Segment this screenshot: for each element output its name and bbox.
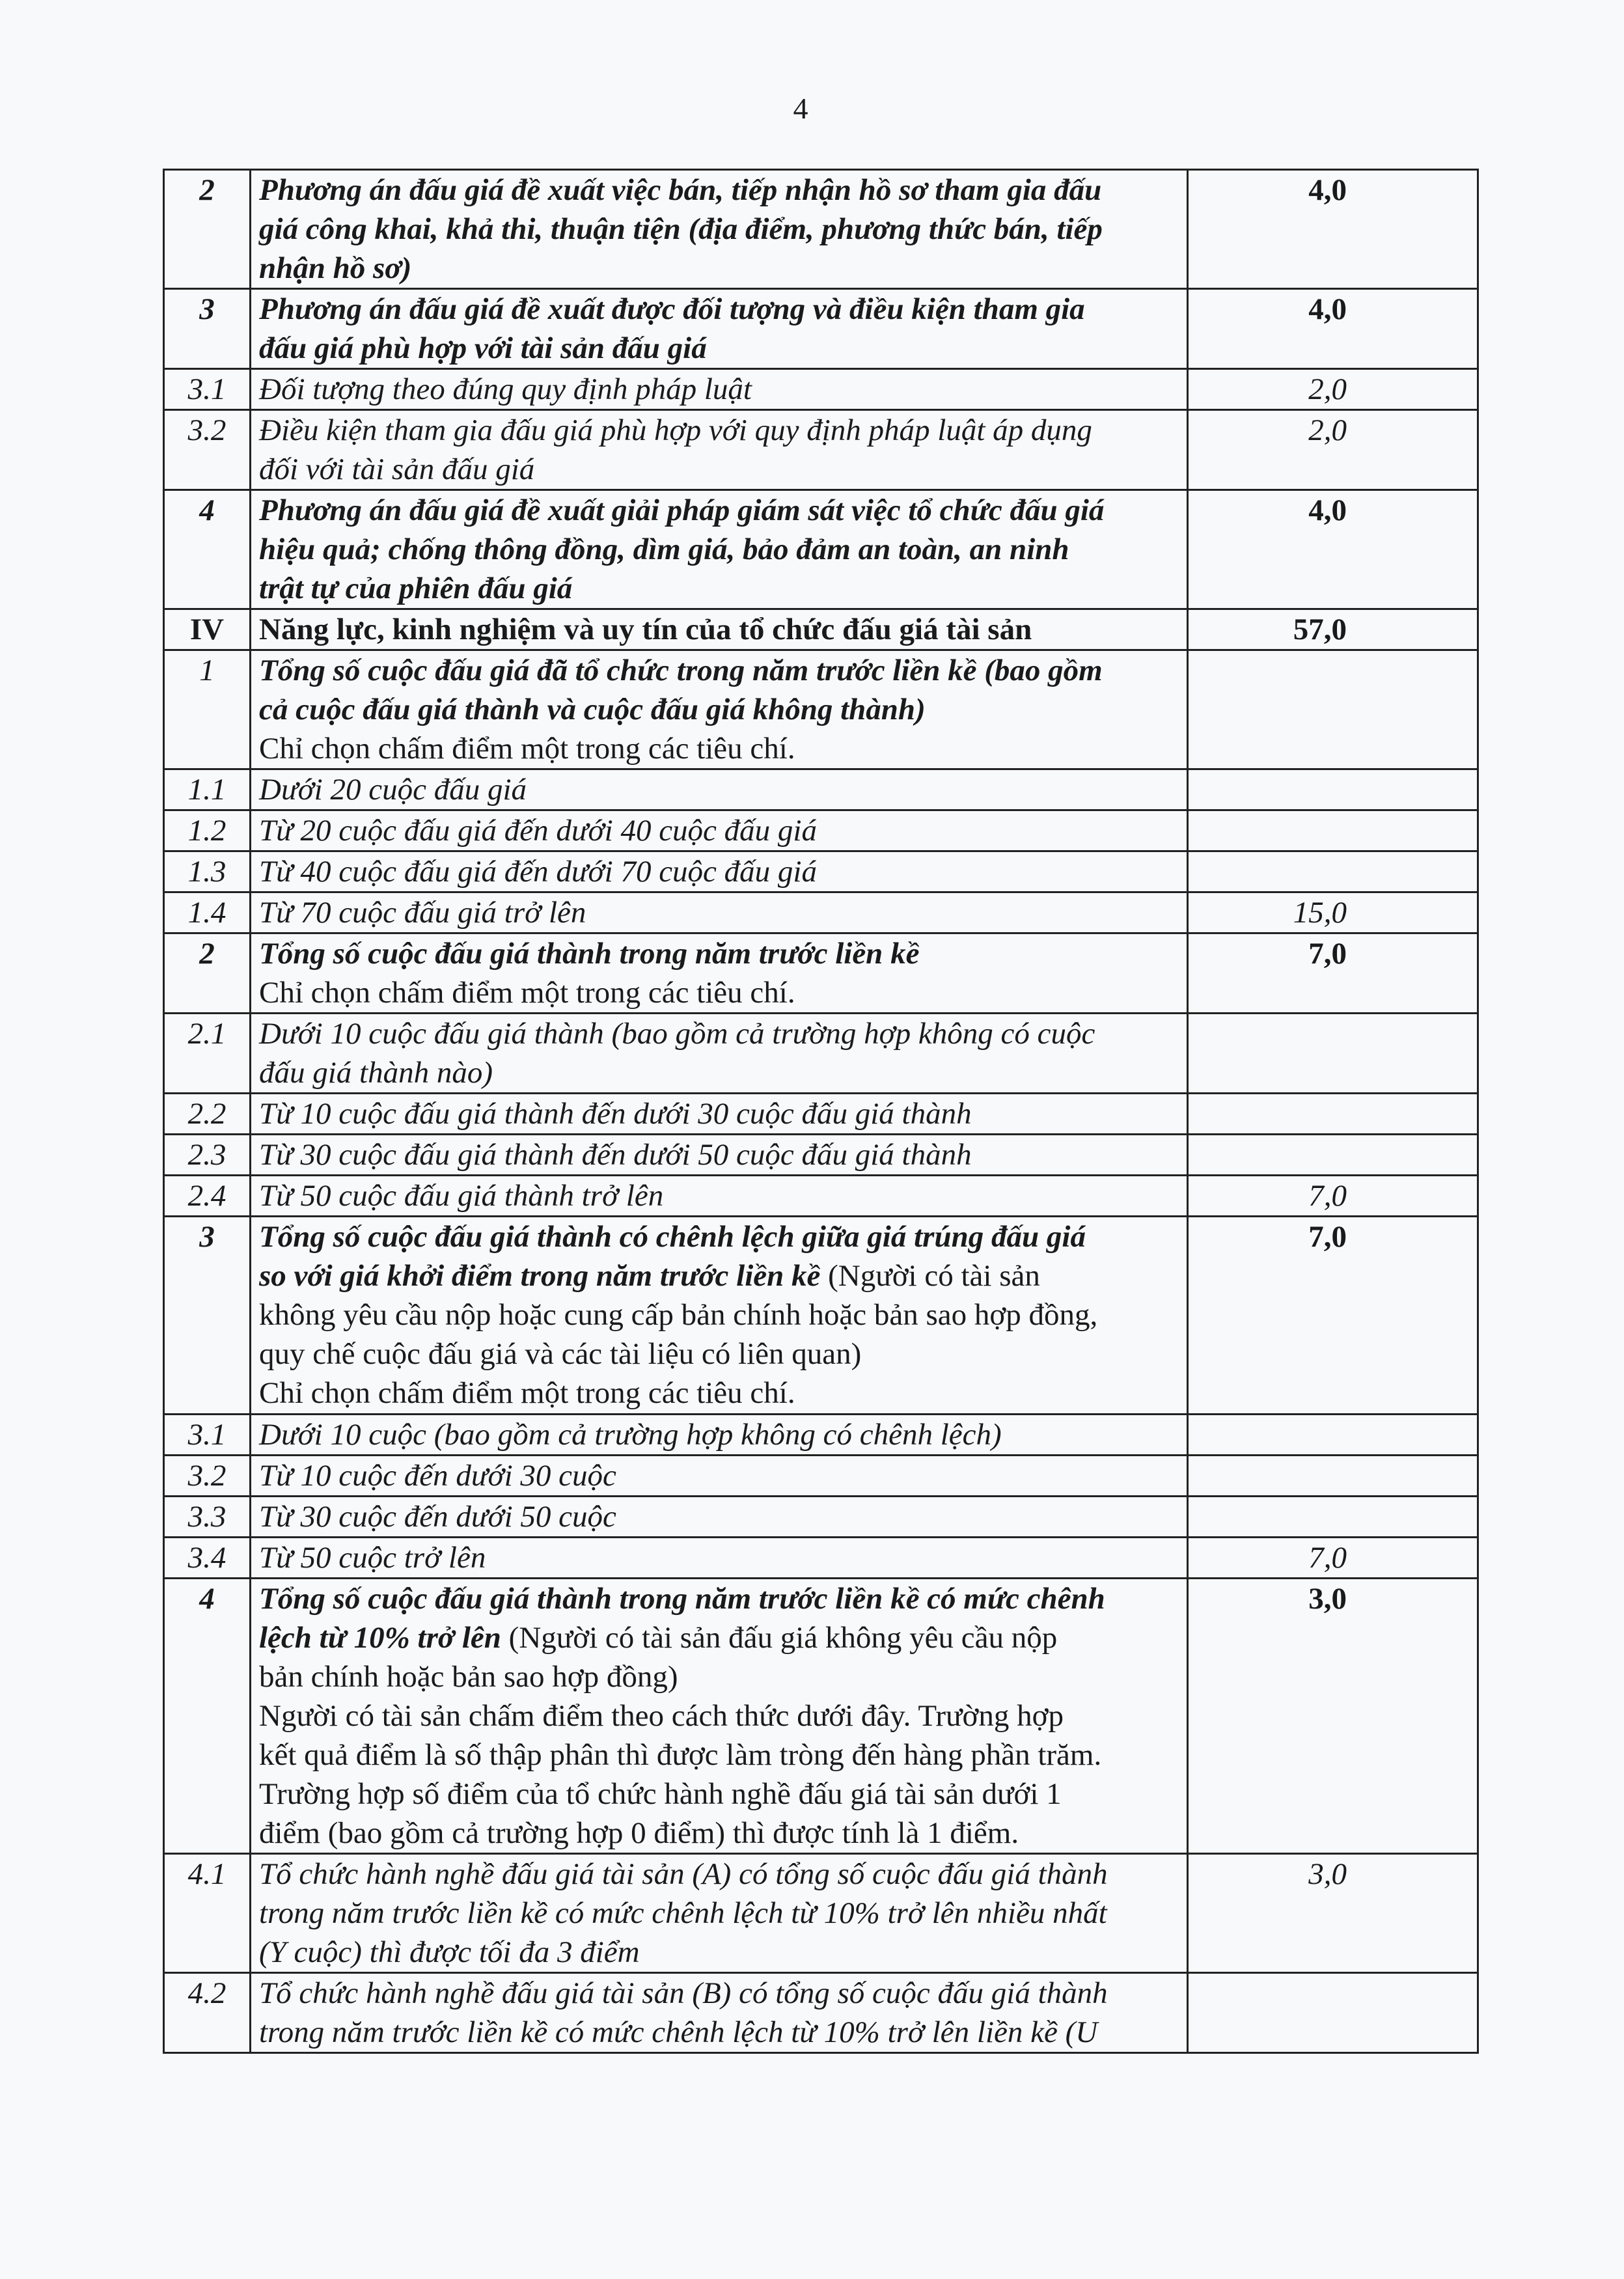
text-line [259,491,1187,530]
table-row [164,1497,1478,1538]
table-row [164,1456,1478,1497]
score-cell: 15,0 [1188,892,1478,933]
score-cell: 7,0 [1188,1538,1478,1579]
score-cell [1188,1456,1478,1497]
criterion-text [251,1094,1188,1135]
text-segment: Đối tượng theo đúng quy định pháp luật [259,372,752,406]
criterion-text [251,289,1188,369]
row-number: 4 [164,490,251,609]
text-segment: Tổng số cuộc đấu giá đã tổ chức trong năm trước liền kề (bao gồm [259,654,1103,687]
text-segment: hiệu quả; chống thông đồng, dìm giá, bảo đảm an toàn, an ninh [259,532,1069,566]
text-segment: kết quả điểm là số thập phân thì được làm tròng đến hàng phần trăm. [259,1738,1102,1772]
text-line [259,249,1187,288]
text-segment: Từ 50 cuộc trở lên [259,1541,486,1575]
criterion-text [251,851,1188,892]
text-line [259,569,1187,608]
text-segment: đối với tài sản đấu giá [259,452,535,486]
text-segment: quy chế cuộc đấu giá và các tài liệu có liên quan) [259,1337,862,1371]
scoring-criteria-table [163,169,1479,2054]
score-cell [1188,1094,1478,1135]
table-row [164,1415,1478,1456]
score-cell [1188,769,1478,810]
criterion-text [251,892,1188,933]
text-line [259,210,1187,249]
text-line [259,1735,1187,1775]
page-number: 4 [793,92,808,125]
criterion-text [251,769,1188,810]
row-number: 3.1 [164,1415,251,1456]
text-line [259,690,1187,729]
text-segment: Từ 40 cuộc đấu giá đến dưới 70 cuộc đấu giá [259,855,817,889]
text-segment: trong năm trước liền kề có mức chênh lệch từ 10% trở lên liền kề (U [259,2015,1098,2049]
text-segment: so với giá khởi điểm trong năm trước liền kề [259,1259,821,1293]
criterion-text [251,1014,1188,1094]
text-segment: Năng lực, kinh nghiệm và uy tín của tổ chức đấu giá tài sản [259,613,1032,646]
criterion-text [251,810,1188,851]
table-row [164,769,1478,810]
row-number: 3 [164,1217,251,1415]
criterion-text [251,1217,1188,1415]
criterion-text [251,170,1188,289]
text-segment: Điều kiện tham gia đấu giá phù hợp với quy định pháp luật áp dụng [259,413,1092,447]
row-number: IV [164,609,251,650]
text-segment: Từ 70 cuộc đấu giá trở lên [259,896,586,930]
text-segment: Trường hợp số điểm của tổ chức hành nghề đấu giá tài sản dưới 1 [259,1777,1062,1811]
text-line [259,729,1187,768]
text-segment: (Người có tài sản đấu giá không yêu cầu nộp [501,1621,1058,1655]
row-number: 2 [164,933,251,1014]
criterion-text [251,1973,1188,2053]
score-cell: 7,0 [1188,1217,1478,1415]
criterion-text [251,650,1188,769]
text-segment: Từ 50 cuộc đấu giá thành trở lên [259,1179,664,1213]
text-segment: cả cuộc đấu giá thành và cuộc đấu giá không thành) [259,693,926,726]
text-line [259,1933,1187,1972]
text-segment: không yêu cầu nộp hoặc cung cấp bản chính hoặc bản sao hợp đồng, [259,1298,1098,1332]
text-segment: Từ 30 cuộc đến dưới 50 cuộc [259,1500,616,1534]
text-line [259,1894,1187,1933]
text-line [259,1053,1187,1092]
row-number: 2.1 [164,1014,251,1094]
row-number: 2.3 [164,1135,251,1176]
row-number: 4.2 [164,1973,251,2053]
criterion-text [251,410,1188,490]
table-row [164,1854,1478,1973]
row-number: 2.2 [164,1094,251,1135]
text-segment: giá công khai, khả thi, thuận tiện (địa điểm, phương thức bán, tiếp [259,212,1103,246]
text-segment: Tổ chức hành nghề đấu giá tài sản (A) có tổng số cuộc đấu giá thành [259,1857,1108,1891]
text-line [259,934,1187,973]
criterion-text [251,933,1188,1014]
text-segment: Dưới 20 cuộc đấu giá [259,773,527,807]
score-cell [1188,851,1478,892]
text-segment: Chỉ chọn chấm điểm một trong các tiêu chí. [259,976,795,1010]
text-line [259,651,1187,690]
score-cell: 57,0 [1188,609,1478,650]
text-line [259,1135,1187,1174]
row-number: 1.4 [164,892,251,933]
text-segment: (Y cuộc) thì được tối đa 3 điểm [259,1935,640,1969]
text-segment: trong năm trước liền kề có mức chênh lệch từ 10% trở lên nhiều nhất [259,1896,1107,1930]
score-cell: 7,0 [1188,933,1478,1014]
text-line [259,1176,1187,1215]
table-row [164,1217,1478,1415]
row-number: 3.2 [164,410,251,490]
criterion-text [251,1456,1188,1497]
text-segment: (Người có tài sản [820,1259,1040,1293]
score-cell: 4,0 [1188,289,1478,369]
score-cell [1188,1973,1478,2053]
row-number: 3 [164,289,251,369]
score-cell: 4,0 [1188,170,1478,289]
text-line [259,1256,1187,1295]
text-line [259,329,1187,368]
score-cell: 3,0 [1188,1854,1478,1973]
text-line [259,1579,1187,1618]
row-number: 4 [164,1579,251,1854]
text-line [259,973,1187,1012]
criterion-text [251,1176,1188,1217]
criterion-text [251,369,1188,410]
criterion-text [251,1415,1188,1456]
table-row [164,933,1478,1014]
table-row [164,851,1478,892]
table-row [164,1135,1478,1176]
score-cell: 2,0 [1188,369,1478,410]
text-segment: Người có tài sản chấm điểm theo cách thức dưới đây. Trường hợp [259,1699,1064,1733]
table-row [164,369,1478,410]
text-line [259,893,1187,932]
text-segment: Tổng số cuộc đấu giá thành trong năm trước liền kề [259,937,920,971]
score-cell: 2,0 [1188,410,1478,490]
text-segment: Tổng số cuộc đấu giá thành có chênh lệch giữa giá trúng đấu giá [259,1220,1086,1254]
text-segment: Từ 20 cuộc đấu giá đến dưới 40 cuộc đấu giá [259,814,817,848]
text-line [259,1974,1187,2013]
criterion-text [251,1497,1188,1538]
score-cell [1188,1497,1478,1538]
table-row [164,609,1478,650]
text-line [259,1657,1187,1696]
score-cell: 3,0 [1188,1579,1478,1854]
text-line [259,1538,1187,1577]
text-line [259,770,1187,809]
score-cell [1188,810,1478,851]
text-line [259,2013,1187,2052]
criterion-text [251,490,1188,609]
row-number: 1 [164,650,251,769]
text-line [259,1334,1187,1374]
text-line [259,450,1187,489]
text-segment: trật tự của phiên đấu giá [259,572,573,605]
text-line [259,1696,1187,1735]
text-line [259,171,1187,210]
text-line [259,1415,1187,1454]
criterion-text [251,1854,1188,1973]
row-number: 3.3 [164,1497,251,1538]
text-segment: Từ 10 cuộc đấu giá thành đến dưới 30 cuộc đấu giá thành [259,1097,972,1131]
table-row [164,1014,1478,1094]
text-line [259,411,1187,450]
text-segment: điểm (bao gồm cả trường hợp 0 điểm) thì được tính là 1 điểm. [259,1816,1019,1850]
text-segment: Phương án đấu giá đề xuất giải pháp giám sát việc tổ chức đấu giá [259,493,1105,527]
row-number: 3.1 [164,369,251,410]
text-line [259,1014,1187,1053]
text-segment: Phương án đấu giá đề xuất được đối tượng và điều kiện tham gia [259,292,1085,326]
text-line [259,852,1187,891]
row-number: 1.2 [164,810,251,851]
score-cell: 7,0 [1188,1176,1478,1217]
score-cell [1188,1135,1478,1176]
table-row [164,289,1478,369]
text-line [259,370,1187,409]
text-segment: Dưới 10 cuộc (bao gồm cả trường hợp không có chênh lệch) [259,1418,1002,1452]
text-segment: Tổ chức hành nghề đấu giá tài sản (B) có tổng số cuộc đấu giá thành [259,1976,1108,2010]
row-number: 2 [164,170,251,289]
score-cell [1188,1014,1478,1094]
table-row [164,1579,1478,1854]
row-number: 1.3 [164,851,251,892]
text-line [259,1217,1187,1256]
table-row [164,1094,1478,1135]
criterion-text [251,1135,1188,1176]
text-segment: đấu giá thành nào) [259,1056,493,1090]
row-number: 3.2 [164,1456,251,1497]
text-segment: Tổng số cuộc đấu giá thành trong năm trước liền kề có mức chênh [259,1582,1105,1616]
text-segment: Từ 10 cuộc đến dưới 30 cuộc [259,1459,616,1493]
table-row [164,1538,1478,1579]
table-row [164,170,1478,289]
text-line [259,530,1187,569]
table-row [164,810,1478,851]
table-row [164,1973,1478,2053]
text-segment: lệch từ 10% trở lên [259,1621,501,1655]
score-cell [1188,1415,1478,1456]
text-segment: Phương án đấu giá đề xuất việc bán, tiếp nhận hồ sơ tham gia đấu [259,173,1102,207]
text-line [259,1497,1187,1536]
text-segment: Chỉ chọn chấm điểm một trong các tiêu chí. [259,732,795,766]
table-row [164,892,1478,933]
table-row [164,1176,1478,1217]
text-line [259,1456,1187,1495]
text-segment: bản chính hoặc bản sao hợp đồng) [259,1660,678,1694]
table-row [164,490,1478,609]
text-line [259,811,1187,850]
text-line [259,610,1187,649]
table-row [164,650,1478,769]
text-line [259,1775,1187,1814]
text-segment: Chỉ chọn chấm điểm một trong các tiêu chí. [259,1376,795,1410]
text-segment: đấu giá phù hợp với tài sản đấu giá [259,331,707,365]
text-segment: nhận hồ sơ) [259,251,412,285]
row-number: 3.4 [164,1538,251,1579]
row-number: 1.1 [164,769,251,810]
criterion-text [251,1538,1188,1579]
text-line [259,1855,1187,1894]
row-number: 2.4 [164,1176,251,1217]
text-line [259,290,1187,329]
row-number: 4.1 [164,1854,251,1973]
text-line [259,1618,1187,1657]
text-line [259,1094,1187,1133]
table-row [164,410,1478,490]
score-cell: 4,0 [1188,490,1478,609]
text-line [259,1295,1187,1334]
text-line [259,1814,1187,1853]
text-line [259,1374,1187,1413]
text-segment: Dưới 10 cuộc đấu giá thành (bao gồm cả trường hợp không có cuộc [259,1017,1095,1051]
text-segment: Từ 30 cuộc đấu giá thành đến dưới 50 cuộc đấu giá thành [259,1138,972,1172]
criterion-text [251,1579,1188,1854]
criterion-text [251,609,1188,650]
score-cell [1188,650,1478,769]
